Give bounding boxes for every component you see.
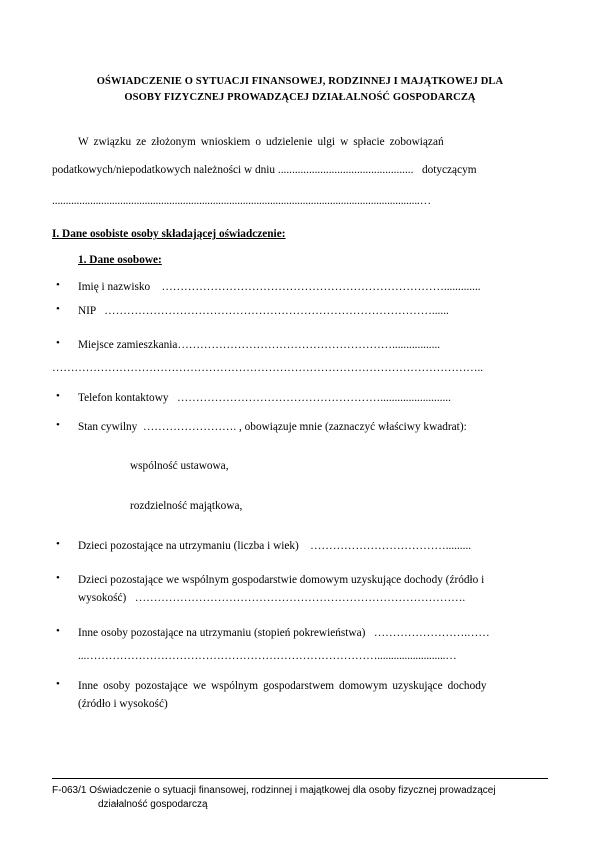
list-item-marital-status [52, 418, 548, 436]
intro-line2 [52, 157, 548, 184]
intro-text-3: dotyczącym [421, 164, 477, 177]
address-continuation-dots: …………………………………………………………………………………………………….. [52, 362, 483, 375]
field-other-dependent-dots: …………………….…… [373, 626, 490, 639]
label-children-dependent: Dzieci pozostające na utrzymaniu (liczba i wiek) [78, 539, 299, 552]
marital-option-separate-property[interactable]: rozdzielność majątkowa, [130, 499, 243, 512]
other-household-list [52, 677, 548, 714]
intro-line1 [52, 129, 548, 156]
contact-list [52, 389, 548, 437]
dependents-list [52, 537, 548, 642]
intro-text-1: W związku ze złożonym wnioskiem o udzielenie ulgi w spłacie zobowiązań [78, 135, 444, 148]
intro-paragraph [52, 129, 548, 184]
field-children-dependent-dots: ………………………………......... [310, 539, 472, 552]
marital-option-joint-property[interactable]: wspólność ustawowa, [130, 459, 229, 472]
document-content [52, 74, 548, 725]
page-title-line2: OSOBY FIZYCZNEJ PROWADZĄCEJ DZIAŁALNOŚĆ GOSPODARCZĄ [124, 92, 476, 104]
subsection-heading-personal-details: 1. Dane osobowe: [78, 254, 162, 267]
page-footer [52, 778, 548, 811]
list-item-children-household [52, 571, 548, 608]
label-nip: NIP [78, 304, 96, 317]
label-other-household-line2: (źródło i wysokość) [78, 698, 168, 711]
field-phone-dots: ………………………………………………......................... [177, 392, 451, 405]
label-marital-status: Stan cywilny [78, 421, 138, 434]
list-item-other-dependent [52, 624, 548, 642]
other-dependent-continuation-dots: ...…………………………………………………………………….........................… [78, 650, 457, 663]
list-item-phone [52, 389, 548, 407]
label-children-household-line2-text: wysokość) [78, 592, 127, 605]
personal-data-list [52, 278, 548, 354]
field-name-dots: …………………………………………………………………............. [161, 281, 481, 294]
label-children-household-line2 [78, 592, 465, 604]
field-nip-dots: ……………………………………………………………………………...... [104, 304, 449, 317]
section-heading-personal-data: I. Dane osobiste osoby składającej oświadczenie: [52, 228, 286, 241]
intro-dots-line: .......................................................................................................................................… [52, 194, 431, 207]
field-address-dots: …………………………………………………................. [177, 338, 441, 351]
intro-text-2: podatkowych/niepodatkowych należności w dniu ................................................ [52, 164, 414, 177]
label-other-dependent: Inne osoby pozostające na utrzymaniu (stopień pokrewieństwa) [78, 626, 366, 639]
label-address: Miejsce zamieszkania [78, 338, 178, 351]
page-title-line1: OŚWIADCZENIE O SYTUACJI FINANSOWEJ, RODZINNEJ I MAJĄTKOWEJ DLA [96, 76, 504, 87]
label-phone: Telefon kontaktowy [78, 392, 169, 405]
page-title [52, 74, 548, 107]
label-name: Imię i nazwisko [78, 281, 151, 294]
label-other-household: • Inne osoby pozostające we wspólnym gospodarstwem domowym uzyskujące dochody [78, 680, 487, 693]
field-marital-dots: ……………………. [142, 421, 237, 434]
list-item-name [52, 278, 548, 296]
marital-status-suffix: , obowiązuje mnie (zaznaczyć właściwy kwadrat): [239, 421, 467, 434]
list-item-children-dependent [52, 537, 548, 555]
list-item-nip [52, 302, 548, 320]
list-item-address [52, 336, 548, 354]
footer-line-1: F-063/1 Oświadczenie o sytuacji finansowej, rodzinnej i majątkowej dla osoby fizycznej prowadzącej [52, 785, 496, 796]
label-children-household: • Dzieci pozostające we wspólnym gospodarstwie domowym uzyskujące dochody (źródło i [78, 574, 485, 587]
field-children-household-dots: ……………………………………………………………………………. [134, 592, 466, 605]
list-item-other-household [52, 677, 548, 714]
footer-line-2: działalność gospodarczą [98, 798, 208, 810]
